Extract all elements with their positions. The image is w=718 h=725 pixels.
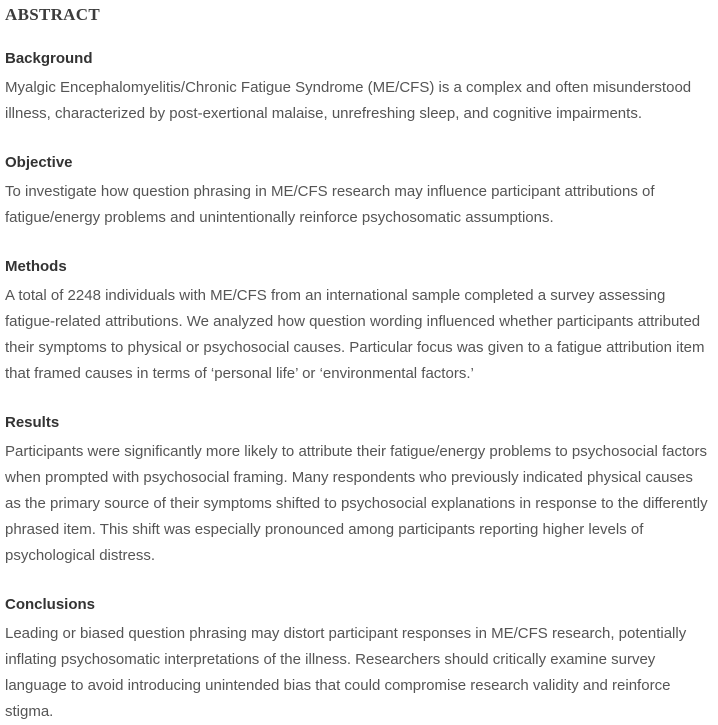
section-methods — [5, 257, 708, 387]
section-body-objective: To investigate how question phrasing in ME/CFS research may influence participant attributions of fatigue/energy problems and unintentionally reinforce psychosomatic assumptions. — [5, 183, 655, 226]
section-body-background: Myalgic Encephalomyelitis/Chronic Fatigue Syndrome (ME/CFS) is a complex and often misunderstood illness, characterized by post-exertional malaise, unrefreshing sleep, and cognitive impairments. — [5, 79, 692, 122]
section-heading-background: Background — [5, 50, 93, 67]
section-conclusions — [5, 595, 708, 725]
section-objective — [5, 153, 708, 231]
section-body-methods: A total of 2248 individuals with ME/CFS from an international sample completed a survey assessing fatigue-related attributions. We analyzed how question wording influenced whether participants attributed their symptoms to physical or psychosocial causes. Particular focus was given to a fatigue attribution item that framed causes in terms of ‘personal life’ or ‘environmental factors.’ — [5, 287, 705, 382]
section-results — [5, 413, 708, 569]
section-background — [5, 49, 708, 127]
abstract-title: ABSTRACT — [5, 5, 100, 24]
section-body-conclusions: Leading or biased question phrasing may distort participant responses in ME/CFS research, potentially inflating psychosomatic interpretations of the illness. Researchers should critically examine survey language to avoid introducing unintended bias that could compromise research validity and reinforce stigma. — [5, 625, 687, 720]
abstract-page — [5, 4, 708, 725]
section-heading-results: Results — [5, 414, 60, 431]
section-heading-conclusions: Conclusions — [5, 596, 96, 613]
section-heading-objective: Objective — [5, 154, 73, 171]
section-heading-methods: Methods — [5, 258, 67, 275]
section-body-results: Participants were significantly more likely to attribute their fatigue/energy problems to psychosocial factors when prompted with psychosocial framing. Many respondents who previously indicated physical causes as the primary source of their symptoms shifted to psychosocial explanations in response to the differently phrased item. This shift was especially pronounced among participants reporting higher levels of psychological distress. — [5, 443, 708, 564]
